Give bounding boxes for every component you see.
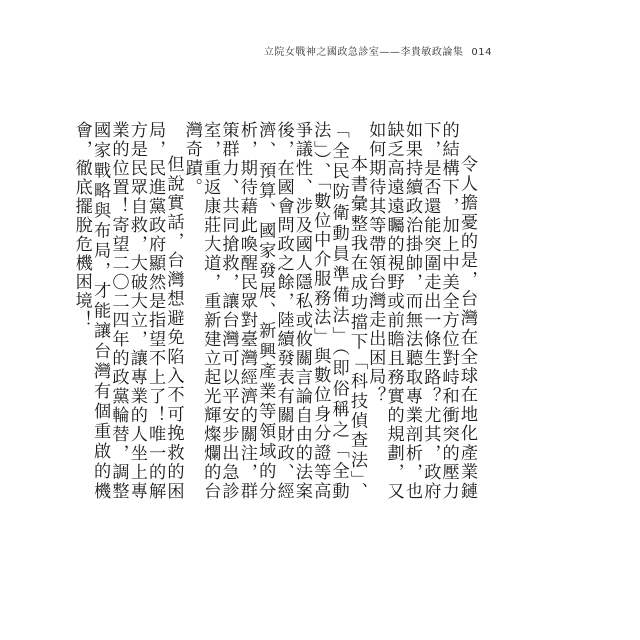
paragraph: 本書彙整我在成功擋下「科技偵查法」、「全民防衛動員準備法」（即俗稱之「全動法」）、「數位中介服務法」與數位身分證等高爭議性、涉及國人隱私或攸關言論自由的法案後，在國會問政之餘，陸續發表有關財政、經濟、預算、國家發展、新興產業等領域的分析，期待藉此喚醒民眾對臺灣經濟的關注，群策群力、共同搶救，讓台灣可以平安步出急診室，重返康莊大道，重新建立起光輝燦爛的台灣奇蹟。 xyxy=(181,121,367,501)
page-number: 014 xyxy=(471,47,492,58)
paragraph: 但說實話，台灣想避免陷入不可挽救的困局，民進黨政府顯然是指望不上了！唯一的解方是民眾自救，大破大立，讓專業的人坐上專業的位置！寄望二〇二四年的政黨輪替，調整國家戰略與布局，才能讓台灣有個重啟的機會，徹底擺脫危機困境！ xyxy=(71,121,184,501)
body-text xyxy=(71,121,477,501)
paragraph: 令人擔憂的是，台灣在全球在地化產業鏈的結構下，加上中美全方位對峙和衝突的壓力下，是否還能突圍走出一條生路？尤其，政府如果持續政治掛帥，而無法聽取專業剖析，也缺乏高遠遠矚的視野或前瞻且務實的規劃，又如何期待其等帶領台灣走出困局？ xyxy=(365,121,477,501)
running-title: 立院女戰神之國政急診室——李貴敏政論集 xyxy=(263,47,464,58)
running-header xyxy=(264,43,492,58)
